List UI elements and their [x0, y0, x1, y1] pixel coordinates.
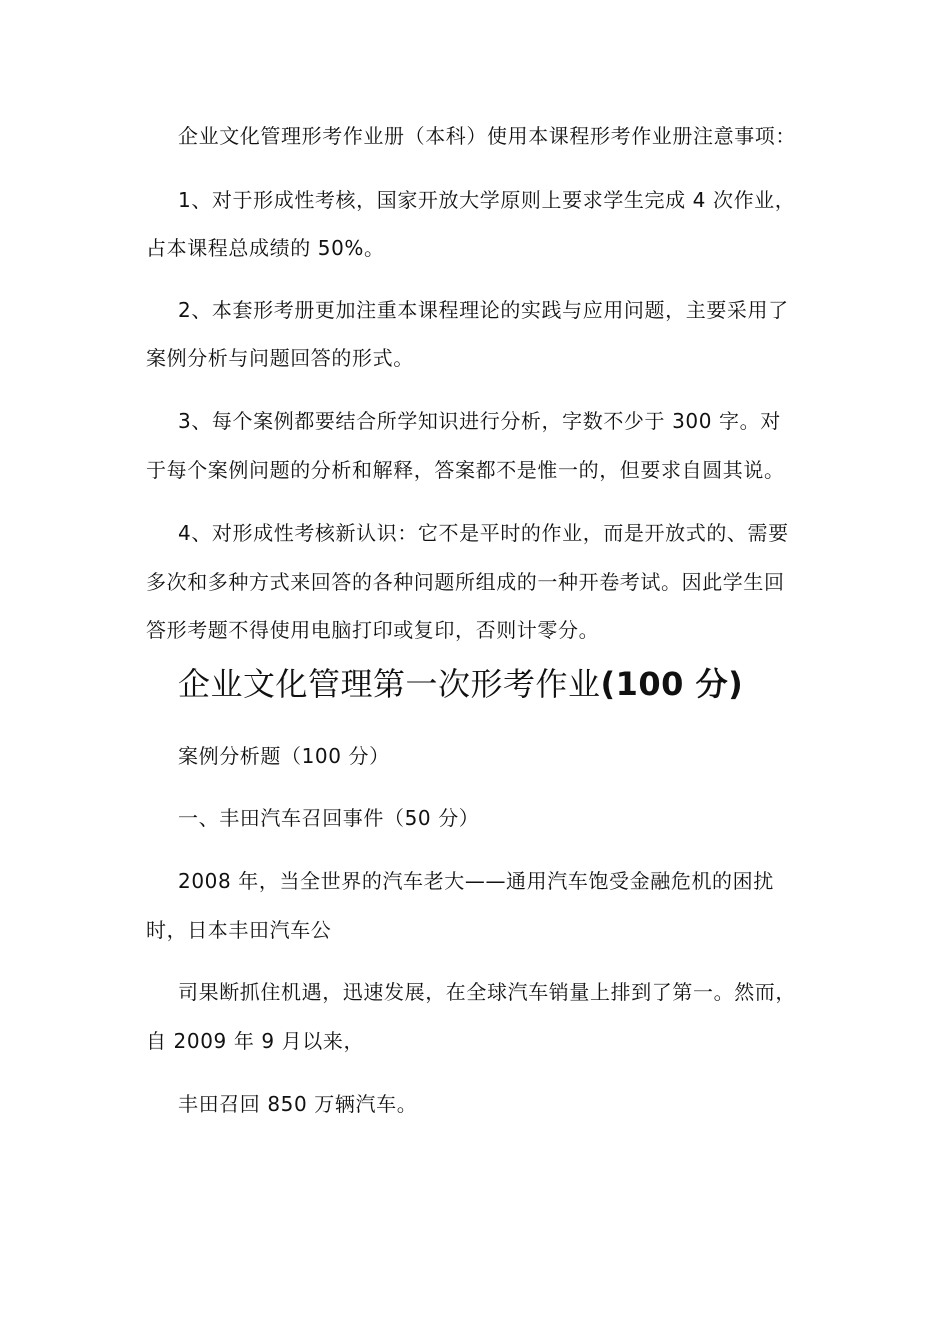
- case-paragraph-1-line-1: 2008 年，当全世界的汽车老大——通用汽车饱受金融危机的困扰: [178, 869, 774, 893]
- notice-item-3-line-2: 于每个案例问题的分析和解释，答案都不是惟一的，但要求自圆其说。: [146, 458, 785, 482]
- notice-item-1-line-1: 1、对于形成性考核，国家开放大学原则上要求学生完成 4 次作业，: [178, 188, 796, 212]
- case-paragraph-3-line-1: 丰田召回 850 万辆汽车。: [178, 1092, 418, 1116]
- notice-item-4-line-1: 4、对形成性考核新认识：它不是平时的作业，而是开放式的、需要: [178, 521, 789, 545]
- notice-item-3-line-1: 3、每个案例都要结合所学知识进行分析，字数不少于 300 字。对: [178, 409, 781, 433]
- section-heading: 案例分析题（100 分）: [178, 744, 390, 768]
- notice-item-2-line-1: 2、本套形考册更加注重本课程理论的实践与应用问题，主要采用了: [178, 298, 789, 322]
- case-paragraph-1-line-2: 时，日本丰田汽车公: [146, 918, 332, 942]
- assignment-title-main: 企业文化管理第一次形考作业: [178, 665, 601, 703]
- notice-item-4-line-2: 多次和多种方式来回答的各种问题所组成的一种开卷考试。因此学生回: [146, 570, 785, 594]
- assignment-title-score: (100 分): [600, 665, 744, 703]
- assignment-title: [178, 664, 743, 704]
- notice-item-2-line-2: 案例分析与问题回答的形式。: [146, 346, 414, 370]
- notice-item-1-line-2: 占本课程总成绩的 50%。: [146, 236, 385, 260]
- case-paragraph-2-line-2: 自 2009 年 9 月以来，: [146, 1029, 365, 1053]
- case-paragraph-2-line-1: 司果断抓住机遇，迅速发展，在全球汽车销量上排到了第一。然而，: [178, 980, 796, 1004]
- notice-intro: 企业文化管理形考作业册（本科）使用本课程形考作业册注意事项：: [178, 124, 796, 148]
- notice-item-4-line-3: 答形考题不得使用电脑打印或复印，否则计零分。: [146, 618, 600, 642]
- case-title: 一、丰田汽车召回事件（50 分）: [178, 806, 480, 830]
